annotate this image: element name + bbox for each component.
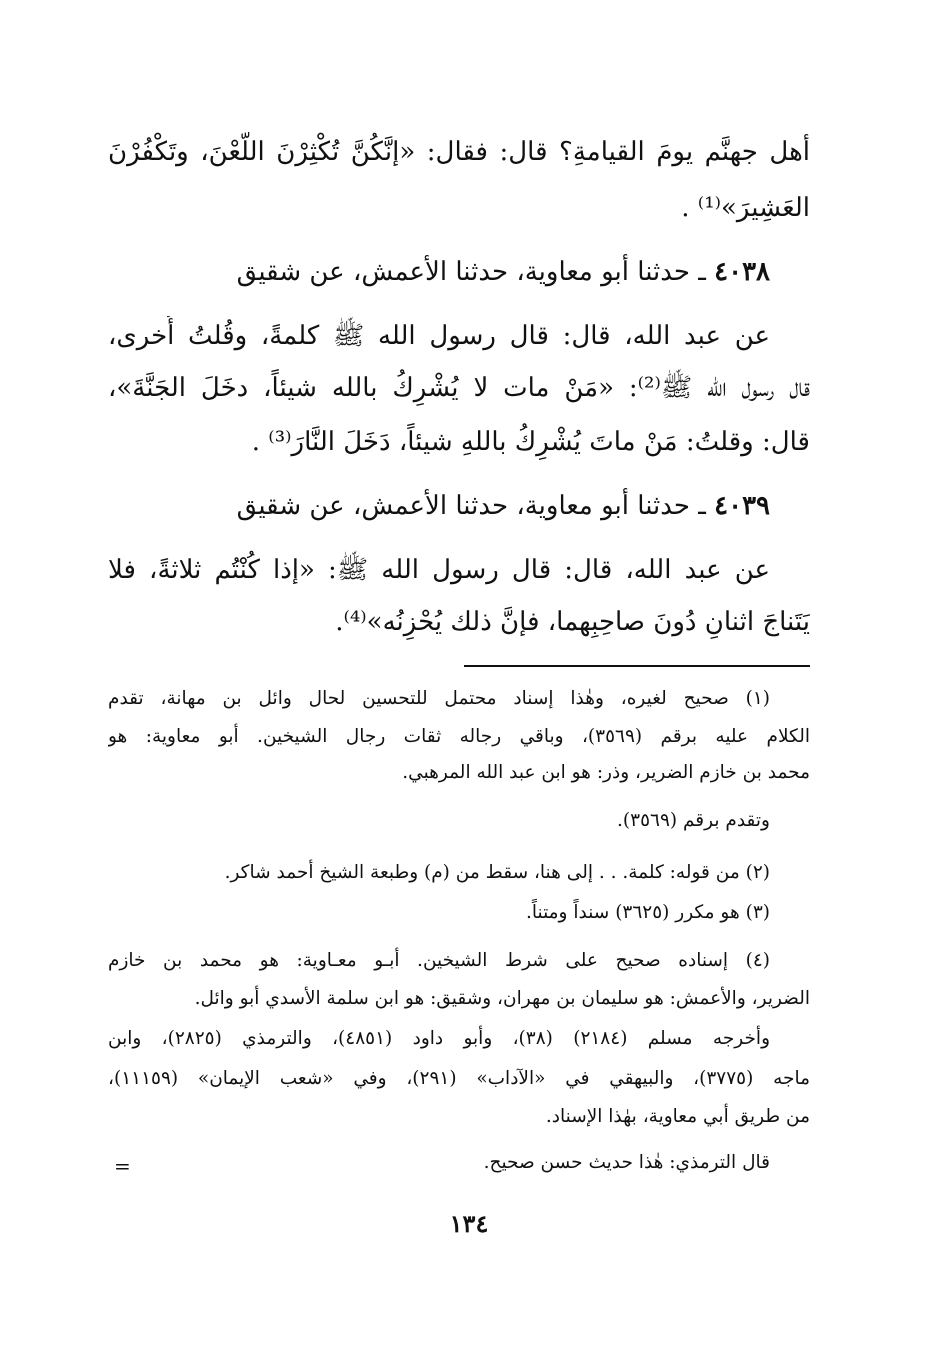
footnote-4-line-2: الضرير، والأعمش: هو سليمان بن مهران، وشقيق: هو ابن سلمة الأسدي أبو وائل. (194, 988, 810, 1009)
continuation-mark: = (114, 1154, 131, 1178)
footnote-1-line-3: محمد بن خازم الضرير، وذر: هو ابن عبد الله المرهبي. (402, 762, 810, 783)
hadith-4039-heading (108, 486, 770, 530)
footnote-4-line-6: قال الترمذي: هٰذا حديث حسن صحيح. (483, 1152, 770, 1173)
hadith-4038-line-3: قال رسول الله ﷺ⁽²⁾: «مَنْ مات لا يُشْرِكُ بالله شيئاً، دخَلَ الجَنَّةَ»، (108, 373, 810, 403)
hadith-4038-line-2: عن عبد الله، قال: قال رسول الله ﷺ كلمةً، وقُلتُ أُخرى، (108, 321, 770, 351)
footnote-1-line-2: الكلام عليه برقم (٣٥٦٩)، وباقي رجاله ثقات رجال الشيخين. أبو معاوية: هو (108, 726, 810, 747)
page-number: ١٣٤ (449, 1209, 489, 1238)
footnote-1-line-4: وتقدم برقم (٣٥٦٩). (617, 810, 770, 831)
footnote-2-line-1: (٢) من قوله: كلمة. . . إلى هنا، سقط من (م) وطبعة الشيخ أحمد شاكر. (224, 862, 770, 883)
footnote-4-line-1: (٤) إسناده صحيح على شرط الشيخين. أبـو معـاوية: هو محمد بن خازم (108, 950, 770, 971)
footnote-4-line-5: من طريق أبي معاوية، بهٰذا الإسناد. (545, 1106, 810, 1127)
footnote-separator (464, 665, 810, 667)
footnote-3-line-1: (٣) هو مكرر (٣٦٢٥) سنداً ومتناً. (525, 902, 770, 923)
hadith-chain: ـ حدثنا أبو معاوية، حدثنا الأعمش، عن شقيق (236, 491, 715, 521)
footnote-4-line-3: وأخرجه مسلم (٢١٨٤) (٣٨)، وأبو داود (٤٨٥١)، والترمذي (٢٨٢٥)، وابن (108, 1028, 770, 1049)
body-line-1: أهل جهنَّم يومَ القيامةِ؟ قال: فقال: «إنَّكُنَّ تُكْثِرْنَ اللَّعْنَ، وتَكْفُرْنَ (108, 137, 810, 167)
hadith-4039-line-2: عن عبد الله، قال: قال رسول الله ﷺ: «إذا كُنْتُم ثلاثةً، فلا (108, 555, 770, 585)
footnote-1-line-1: (١) صحيح لغيره، وهٰذا إسناد محتمل للتحسين لحال وائل بن مهانة، تقدم (108, 688, 770, 709)
hadith-4038-heading (108, 252, 770, 296)
hadith-4038-line-4: قال: وقلتُ: مَنْ ماتَ يُشْرِكُ باللهِ شيئاً، دَخَلَ النَّارَ⁽³⁾ . (251, 427, 810, 457)
hadith-4039-line-3: يَتَناجَ اثنانِ دُونَ صاحِبِهما، فإنَّ ذلك يُحْزِنُه»⁽⁴⁾. (335, 607, 810, 637)
body-line-2: العَشِيرَ»⁽¹⁾ . (681, 193, 810, 223)
footnote-4-line-4: ماجه (٣٧٧٥)، والبيهقي في «الآداب» (٢٩١)، وفي «شعب الإيمان» (١١١٥٩)، (108, 1068, 810, 1089)
hadith-chain: ـ حدثنا أبو معاوية، حدثنا الأعمش، عن شقيق (236, 257, 715, 287)
hadith-number: ٤٠٣٨ (714, 257, 770, 287)
hadith-number: ٤٠٣٩ (714, 491, 770, 521)
